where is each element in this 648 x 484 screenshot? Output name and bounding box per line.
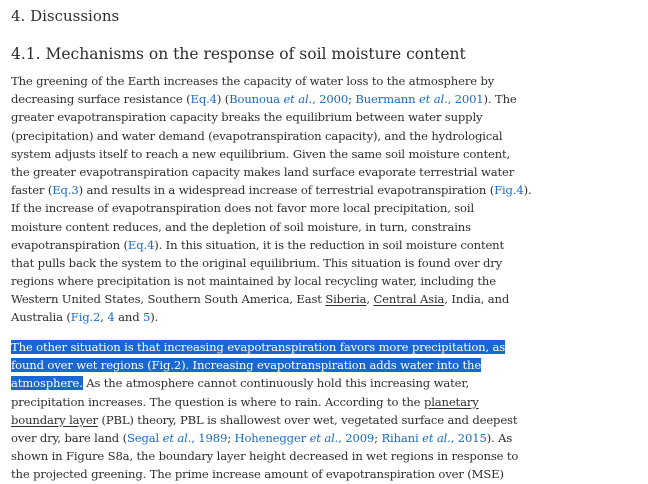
equation-link-eq4[interactable]: Eq.4 (190, 92, 217, 107)
text-segment: ). (523, 183, 532, 198)
text-segment: ; (227, 430, 235, 445)
topic-link-planetary-boundary-layer[interactable]: planetary (423, 394, 479, 409)
text-line (11, 272, 496, 290)
text-segment: system adjusts itself to reach a new equilibrium. Given the same soil moisture content, (11, 146, 511, 161)
text-line (11, 447, 519, 465)
citation-link-bounoua[interactable]: Bounoua et al., 2000 (229, 92, 349, 107)
text-segment: If the increase of evapotranspiration does not favor more local precipitation, soil (11, 201, 475, 216)
figure-link-fig4[interactable]: Fig.4 (494, 183, 524, 198)
text-segment: ). (150, 310, 159, 325)
text-segment: Australia ( (11, 310, 71, 325)
text-line (11, 199, 481, 217)
citation-link-segal[interactable]: Segal et al., 1989 (126, 430, 228, 445)
text-segment: regions where precipitation is not maintained by local recycling water, including the (11, 274, 496, 289)
text-line (11, 236, 504, 254)
text-segment: over dry, bare land ( (11, 430, 127, 445)
topic-link-central-asia[interactable]: Central Asia (373, 292, 445, 307)
text-segment: (precipitation) and water demand (evapotranspiration capacity), and the hydrological (11, 128, 503, 143)
paragraph-soil-moisture-dry (11, 72, 532, 327)
text-segment: ) ( (216, 92, 230, 107)
text-segment: , (100, 310, 108, 325)
text-line (11, 308, 481, 326)
text-segment: ) and results in a widespread increase of terrestrial evapotranspiration ( (78, 183, 495, 198)
text-segment: and (114, 310, 144, 325)
text-line (11, 338, 506, 356)
text-segment: the greater evapotranspiration capacity makes land surface evaporate terrestrial water (11, 164, 515, 179)
equation-link-eq4[interactable]: Eq.4 (127, 237, 155, 252)
text-line (11, 411, 518, 429)
text-line (11, 393, 481, 411)
text-segment: shown in Figure S8a, the boundary layer height decreased in wet regions in response to (11, 449, 519, 464)
figure-link-fig5[interactable]: 5 (143, 310, 151, 325)
selected-text[interactable]: found over wet regions (Fig.2). Increasing evapotranspiration adds water into the (11, 358, 482, 373)
text-segment: evapotranspiration ( (11, 237, 128, 252)
text-segment: , India, and (444, 292, 510, 307)
text-segment: moisture content reduces, and the depletion of soil moisture, in turn, constrains (11, 219, 471, 234)
figure-link-fig2[interactable]: Fig.2 (151, 358, 182, 373)
text-line (11, 429, 513, 447)
text-line (11, 374, 481, 392)
text-line (11, 108, 481, 126)
selected-text[interactable]: The other situation is that increasing evapotranspiration favors more precipitation, as (11, 340, 506, 354)
paragraph-precipitation-wet (11, 338, 519, 484)
text-line (11, 90, 517, 108)
section-title: 4. Discussions (11, 7, 120, 25)
topic-link-planetary-boundary-layer[interactable]: boundary layer (11, 412, 98, 427)
text-line (11, 163, 515, 181)
text-line (11, 356, 481, 374)
text-line (11, 254, 503, 272)
citation-link-buermann[interactable]: Buermann et al., 2001 (355, 92, 484, 107)
text-line (11, 290, 510, 308)
selected-text[interactable]: atmosphere. (11, 376, 83, 391)
text-segment: The greening of the Earth increases the capacity of water loss to the atmosphere by (11, 74, 495, 88)
text-segment: ; (348, 92, 356, 107)
text-segment: ). As (486, 430, 513, 445)
equation-link-eq3[interactable]: Eq.3 (52, 183, 79, 198)
text-segment: Western United States, Southern South America, East (11, 292, 326, 307)
citation-link-hohenegger[interactable]: Hohenegger et al., 2009 (234, 430, 375, 445)
text-segment: that pulls back the system to the original equilibrium. This situation is found over dry (11, 255, 503, 270)
topic-link-siberia[interactable]: Siberia (325, 292, 367, 307)
text-line (11, 181, 532, 199)
text-segment: the projected greening. The prime increase amount of evapotranspiration over (MSE) (11, 467, 504, 482)
text-segment: (PBL) theory, PBL is shallowest over wet, vegetated surface and deepest (97, 412, 518, 427)
text-segment: ). The (483, 92, 517, 107)
figure-link-fig4[interactable]: 4 (107, 310, 115, 325)
figure-link-fig2[interactable]: Fig.2 (70, 310, 101, 325)
citation-link-rihani[interactable]: Rihani et al., 2015 (381, 430, 487, 445)
text-segment: ). In this situation, it is the reduction in soil moisture content (154, 237, 504, 252)
text-segment: decreasing surface resistance ( (11, 92, 191, 107)
text-segment: , (366, 292, 374, 307)
subsection-title: 4.1. Mechanisms on the response of soil moisture content (11, 45, 466, 63)
text-line (11, 145, 511, 163)
text-segment: ; (374, 430, 382, 445)
text-line (11, 127, 503, 145)
text-line (11, 465, 504, 483)
text-segment: precipitation increases. The question is where to rain. According to the (11, 394, 424, 409)
text-segment: As the atmosphere cannot continuously hold this increasing water, (82, 376, 469, 391)
text-segment: faster ( (11, 183, 53, 198)
text-line (11, 218, 481, 236)
text-line (11, 72, 495, 90)
text-segment: greater evapotranspiration capacity breaks the equilibrium between water supply (11, 110, 483, 125)
